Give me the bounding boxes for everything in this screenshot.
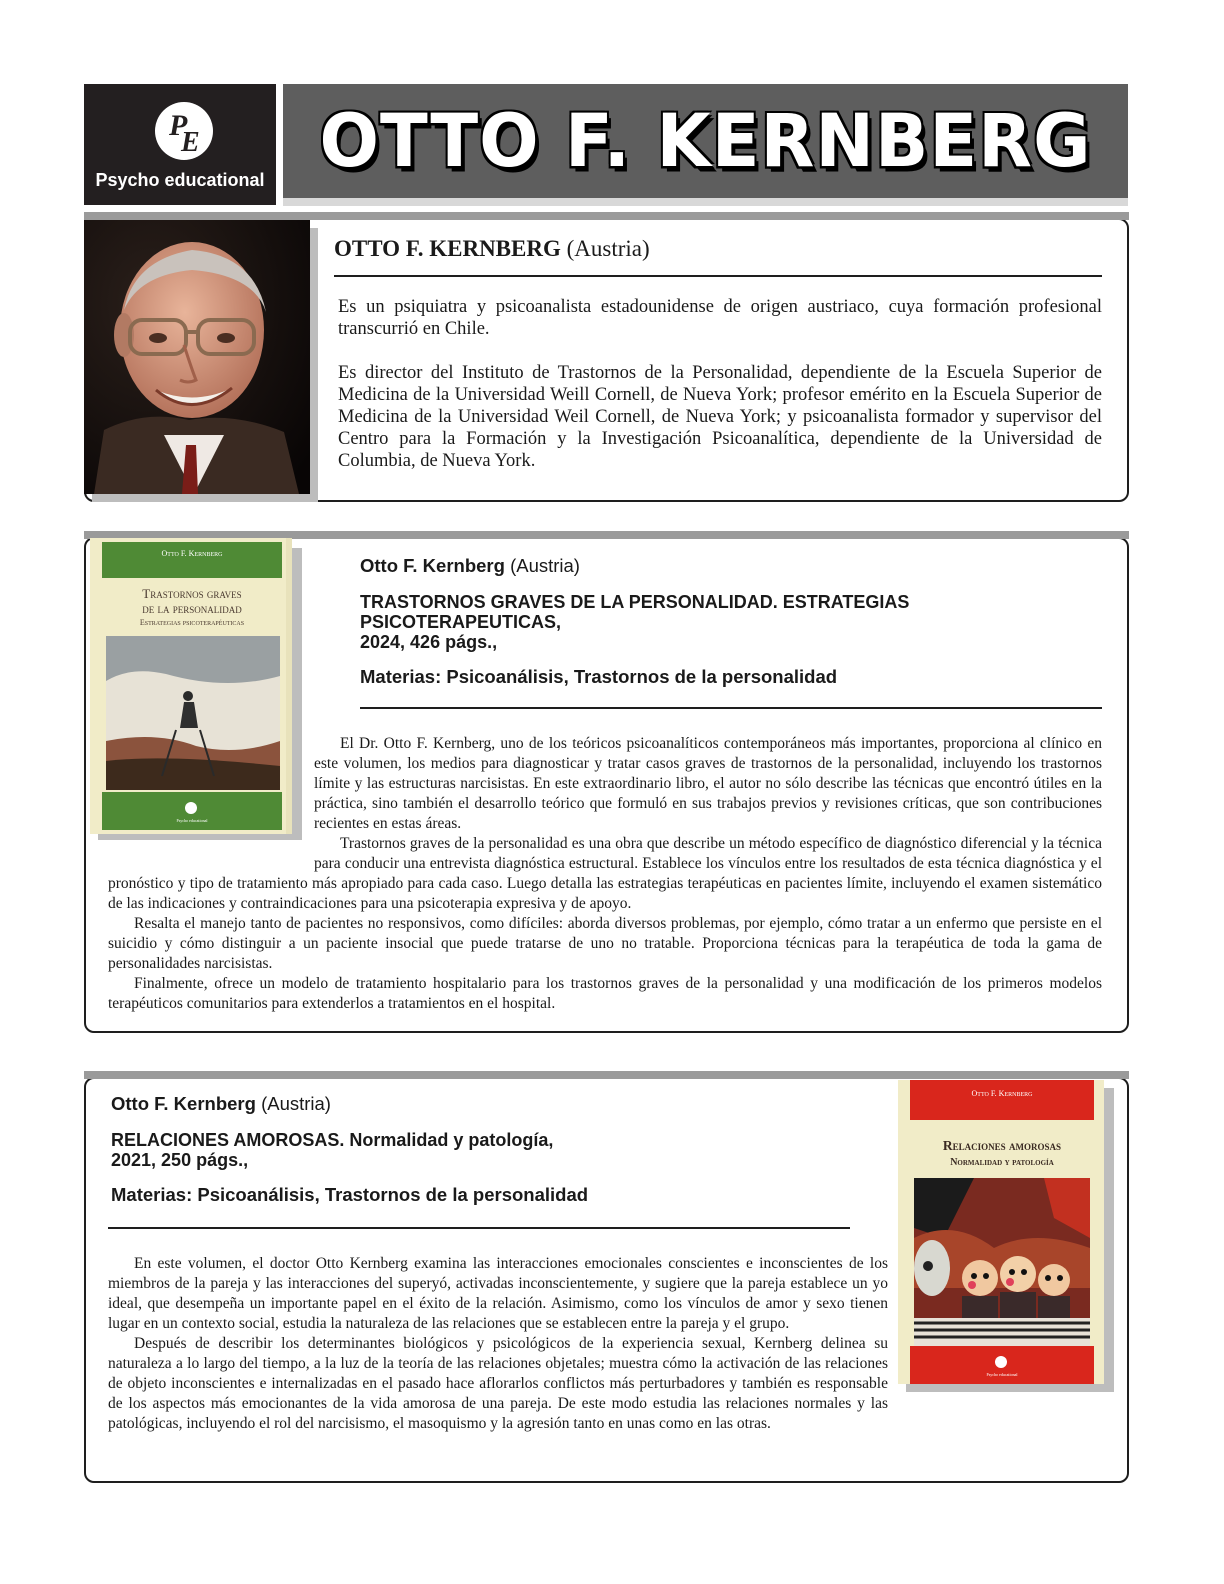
text-wrap-spacer	[108, 734, 314, 860]
cover-title-line: Trastornos graves	[142, 586, 242, 601]
logo-label: Psycho educational	[95, 170, 265, 190]
cover-subtitle: Normalidad y patología	[950, 1157, 1054, 1168]
cover-author: Otto F. Kernberg	[161, 549, 223, 558]
book1-title: TRASTORNOS GRAVES DE LA PERSONALIDAD. ESTRATEGIAS PSICOTERAPEUTICAS,	[360, 592, 910, 632]
book2-author-line	[111, 1093, 851, 1115]
book2-author: Otto F. Kernberg	[111, 1093, 256, 1114]
cover-title	[102, 586, 282, 616]
cover-author: Otto F. Kernberg	[971, 1089, 1033, 1098]
author-heading	[334, 236, 1104, 262]
book2-subjects: Materias: Psicoanálisis, Trastornos de la personalidad	[111, 1184, 589, 1205]
divider	[360, 707, 1102, 709]
page-title-banner	[283, 84, 1128, 198]
description-paragraph: Trastornos graves de la personalidad es una obra que describe un método específico de diagnóstico diferencial y la técnica para conducir una entrevista diagnóstica estructural. Establece los vínculos entre los resultados de esta técnica diagnóstica y el pronóstico y tipo de tratamiento más apropiado para cada caso. Luego detalla las estrategias terapéuticas en pacientes límite, incluyendo el examen sistemático de las indicaciones y contraindicaciones para una psicoterapia expresiva y de apoyo.	[108, 835, 1102, 912]
description-paragraph: Finalmente, ofrece un modelo de tratamiento hospitalario para los trastornos graves de la personalidad y una modificación de los primeros modelos terapéuticos comunitarios para extenderlos a tratamientos en el hospital.	[108, 975, 1102, 1012]
card-topbar	[84, 212, 1129, 220]
logo-emblem	[155, 102, 213, 160]
author-country: (Austria)	[566, 236, 650, 261]
author-photo	[84, 220, 310, 494]
cover-publisher: Psycho educational	[986, 1372, 1018, 1377]
book2-title: RELACIONES AMOROSAS. Normalidad y patología,	[111, 1130, 554, 1150]
cover-subtitle: Estrategias psicoterapéuticas	[139, 618, 245, 627]
cover-title: Relaciones amorosas	[942, 1138, 1062, 1153]
description-paragraph: Resalta el manejo tanto de pacientes no responsivos, como difíciles: aborda diversos problemas, por ejemplo, cómo tratar a un enfermo que persiste en el suicidio y cómo distinguir a un paciente insocial que puede tratarse de uno no tratable. Proporciona técnicas para la terapéutica de toda la gama de personalidades narcisistas.	[108, 915, 1102, 972]
book1-publication: 2024, 426 págs.,	[360, 632, 498, 652]
photo-shadow	[92, 494, 318, 502]
description-paragraph: Después de describir los determinantes biológicos y psicológicos de la experiencia sexual, Kernberg delinea su naturaleza a lo largo del tiempo, a la luz de la teoría de las relaciones objetales; muestra cómo la activación de las relaciones de objeto inconscientes e internalizadas en el pasado hace aflorarlos conflictos más perturbadores y también es responsable de los aspectos más emocionantes de la vida amorosa de una pareja. De este modo estudia las relaciones normales y las patológicas, incluyendo el rol del narcisismo, el masoquismo y la agresión tanto en unas como en las otras.	[108, 1335, 888, 1432]
author-bio	[338, 296, 1102, 472]
divider	[334, 275, 1102, 277]
book1-country: (Austria)	[510, 555, 580, 576]
book1-description	[108, 734, 1102, 1014]
cover-title-line: de la personalidad	[142, 601, 242, 616]
bio-paragraph: Es un psiquiatra y psicoanalista estadounidense de origen austriaco, cuya formación profesional transcurrió en Chile.	[338, 297, 1102, 339]
description-paragraph: En este volumen, el doctor Otto Kernberg examina las interacciones emocionales conscientes e inconscientes de los miembros de la pareja y las interacciones del superyó, activadas inconscientemente, y sugiere que la pareja establece un yo ideal, que desempeña un importante papel en el éxito de la relación. Asimismo, como los vínculos de amor y sexo tienen lugar en un contexto social, estudia la naturaleza de las relaciones que se establecen entre la pareja y el grupo.	[108, 1255, 888, 1332]
publisher-logo	[84, 84, 276, 205]
page-title: OTTO F. KERNBERG	[319, 97, 1092, 185]
svg-text:P: P	[169, 109, 188, 142]
author-name: OTTO F. KERNBERG	[334, 236, 561, 261]
book2-description	[108, 1254, 1102, 1434]
cover-publisher: Psycho educational	[176, 818, 208, 823]
divider	[108, 1227, 850, 1229]
title-underbar	[283, 198, 1128, 206]
card-topbar	[84, 1071, 1129, 1079]
book2-country: (Austria)	[261, 1093, 331, 1114]
cover-shadow	[1104, 1088, 1114, 1388]
description-paragraph: El Dr. Otto F. Kernberg, uno de los teóricos psicoanalíticos contemporáneos más importantes, proporciona al clínico en este volumen, los medios para diagnosticar y tratar casos graves de trastornos de la personalidad, incluyendo los trastornos límite y las estructuras narcisistas. En este extraordinario libro, el autor no sólo describe las técnicas que encontró útiles en la práctica, sino también el desarrollo teórico que formuló en sus trabajos previos y revisiones críticas, que son contribuciones recientes en estas áreas.	[314, 735, 1102, 832]
pe-monogram-icon	[155, 102, 213, 160]
book1-subjects: Materias: Psicoanálisis, Trastornos de la personalidad	[360, 666, 838, 687]
photo-shadow	[310, 228, 318, 500]
book2-publication: 2021, 250 págs.,	[111, 1150, 249, 1170]
book1-author: Otto F. Kernberg	[360, 555, 505, 576]
svg-text:E: E	[181, 127, 200, 158]
text-wrap-spacer	[888, 1254, 1102, 1404]
book1-author-line	[360, 555, 1100, 577]
bio-paragraph: Es director del Instituto de Trastornos de la Personalidad, dependiente de la Escuela Superior de Medicina de la Universidad Weill Cornell, de Nueva York; profesor emérito en la Escuela Superior de Medicina de la Universidad Weil Cornell, de Nueva York; y psicoanalista formador y supervisor del Centro para la Formación y la Investigación Psicoanalítica, dependiente de la Universidad de Columbia, de Nueva York.	[338, 363, 1102, 471]
